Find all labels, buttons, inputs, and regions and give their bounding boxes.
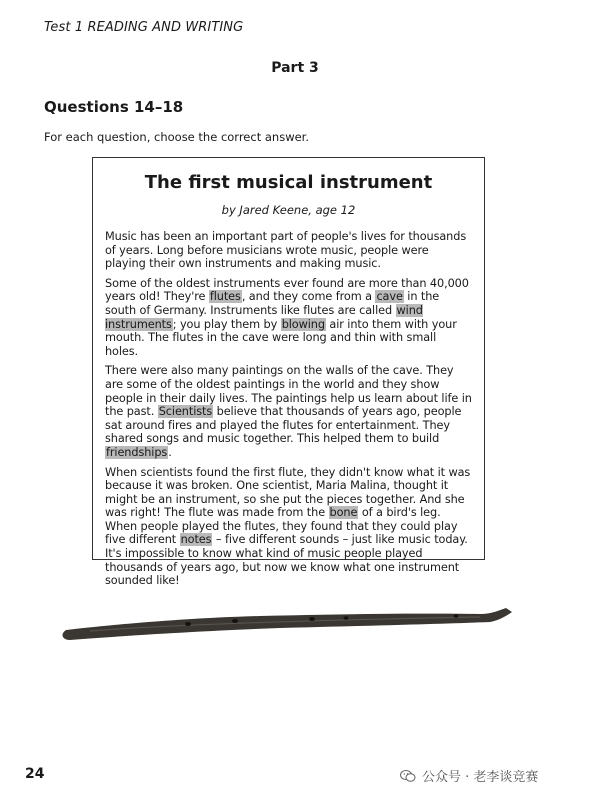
article-title: The first musical instrument <box>144 172 433 193</box>
highlighted-term: Scientists <box>158 405 213 419</box>
flute-hole <box>344 616 349 620</box>
bone-flute-image <box>60 596 520 646</box>
page-number: 24 <box>25 766 45 782</box>
highlighted-term: friendships <box>106 445 168 459</box>
flute-hole <box>232 619 238 623</box>
highlighted-term: wind instruments <box>105 303 423 331</box>
flute-body <box>63 608 512 640</box>
highlighted-term: flutes <box>209 290 241 304</box>
instruction-text: For each question, choose the correct answer. <box>44 130 309 144</box>
article-paragraph-2: Some of the oldest instruments ever found are more than 40,000 years old! They're flutes, and they come from a cave in the south of Germany. Instruments like flutes are called wind instruments; you play them by blowing air into them with your mouth. The flutes in the cave were long and thin with small holes. <box>105 276 469 358</box>
flute-hole <box>309 617 315 621</box>
article-byline: by Jared Keene, age 12 <box>221 203 356 217</box>
flute-hole <box>454 614 459 618</box>
test-section-label: Test 1 READING AND WRITING <box>44 20 244 35</box>
highlighted-term: cave <box>376 290 403 304</box>
flute-hole <box>185 622 191 626</box>
part-title: Part 3 <box>271 60 319 76</box>
watermark-text: 公众号 · 老李谈竞赛 <box>422 770 539 785</box>
highlighted-term: blowing <box>281 317 325 331</box>
watermark <box>400 766 538 785</box>
wechat-icon <box>400 769 416 783</box>
article-paragraph-3: There were also many paintings on the walls of the cave. They are some of the oldest paintings in the world and they show people in their daily lives. The paintings help us learn about life in the past. Scientists believe that thousands of years ago, people sat around fires and played the flutes for entertainment. They shared songs and music together. This helped them to build friendships. <box>105 364 472 459</box>
article-paragraph-1: Music has been an important part of people's lives for thousands of years. Long before musicians wrote music, people were playing their own instruments and making music. <box>105 230 467 271</box>
article-paragraph-4: When scientists found the first flute, they didn't know what it was because it was broken. One scientist, Maria Malina, thought it might be an instrument, so she put the pieces together. And she was right! The flute was made from the bone of a bird's leg. When people played the flutes, they found that they could play five different notes – five different sounds – just like music today. It's impossible to know what kind of music people played thousands of years ago, but now we know what one instrument sounded like! <box>105 465 471 588</box>
questions-heading: Questions 14–18 <box>44 98 184 116</box>
highlighted-term: bone <box>329 506 358 520</box>
highlighted-term: notes <box>180 533 212 547</box>
article-box <box>92 157 485 588</box>
